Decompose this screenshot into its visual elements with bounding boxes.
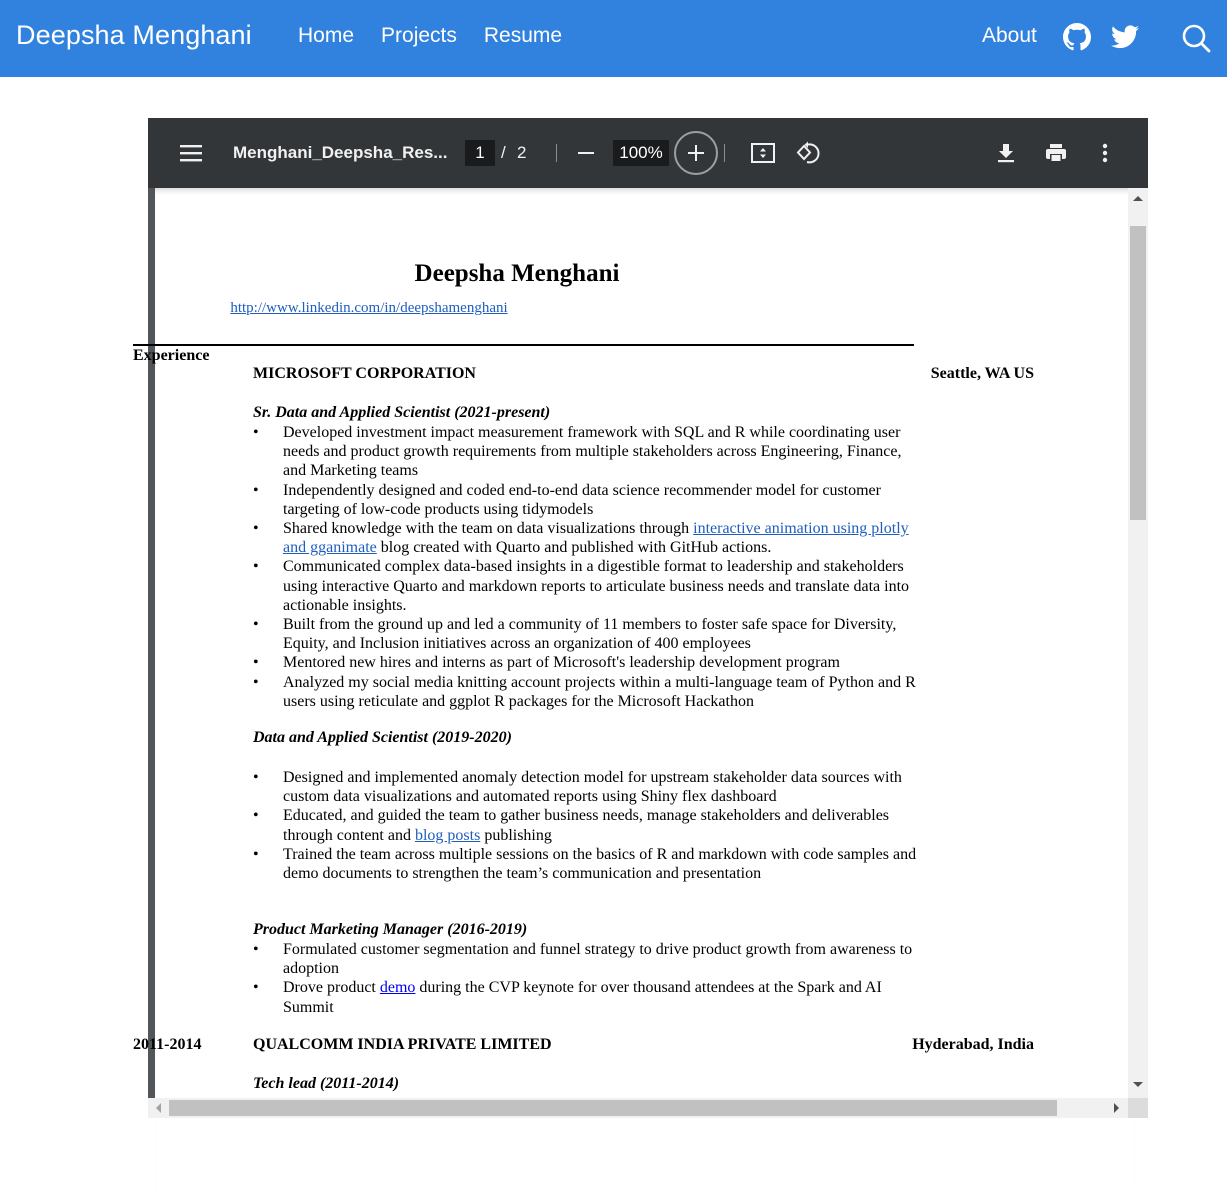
list-item: • Analyzed my social media knitting account projects within a multi-language team of Python and R users using reticulate and ggplot R packages for the Microsoft Hackathon bbox=[253, 673, 918, 711]
section-divider bbox=[133, 344, 914, 346]
print-icon[interactable] bbox=[1043, 141, 1069, 165]
resume-name: Deepsha Menghani bbox=[414, 260, 620, 287]
github-icon[interactable] bbox=[1063, 23, 1091, 51]
pdf-page-area[interactable] bbox=[133, 188, 1128, 1098]
bullet-text: publishing bbox=[480, 826, 552, 844]
search-icon[interactable] bbox=[1181, 23, 1211, 53]
role-title: Data and Applied Scientist (2019-2020) bbox=[253, 729, 512, 746]
list-item: • Trained the team across multiple sessions on the basics of R and markdown with code samples and demo documents to strengthen the team’s communication and presentation bbox=[253, 845, 918, 883]
bullet-text: blog created with Quarto and published with GitHub actions. bbox=[376, 539, 772, 557]
location-microsoft: Seattle, WA US bbox=[930, 365, 1034, 382]
toolbar-divider bbox=[556, 144, 557, 162]
resume-document bbox=[7, 188, 1107, 1188]
list-item: • Mentored new hires and interns as part of Microsoft's leadership development program bbox=[253, 653, 918, 672]
page-separator: / bbox=[501, 143, 506, 162]
site-brand[interactable]: Deepsha Menghani bbox=[16, 20, 252, 50]
role-title: Product Marketing Manager (2016-2019) bbox=[253, 921, 528, 938]
company-qualcomm: QUALCOMM INDIA PRIVATE LIMITED bbox=[253, 1036, 552, 1053]
top-navbar bbox=[0, 0, 1227, 77]
pdf-toolbar bbox=[148, 118, 1148, 188]
list-item bbox=[253, 978, 918, 1016]
nav-link-resume[interactable]: Resume bbox=[483, 24, 563, 47]
fit-page-icon[interactable] bbox=[750, 141, 776, 165]
blog-posts-link[interactable]: blog posts bbox=[414, 826, 481, 844]
section-heading-experience: Experience bbox=[133, 347, 210, 364]
list-item: • Independently designed and coded end-to-end data science recommender model for customer targeting of low-code products using tidymodels bbox=[253, 481, 918, 519]
list-item bbox=[253, 519, 918, 557]
rotate-icon[interactable] bbox=[795, 141, 821, 165]
list-item: • Designed and implemented anomaly detection model for upstream stakeholder data sources with custom data visualizations and automated reports using Shiny flex dashboard bbox=[253, 768, 918, 806]
zoom-out-icon[interactable] bbox=[578, 152, 594, 154]
bullet-text: Shared knowledge with the team on data visualizations through bbox=[283, 520, 694, 538]
nav-links bbox=[298, 24, 562, 48]
role-bullets bbox=[253, 768, 918, 883]
role-title: Tech lead (2011-2014) bbox=[253, 1075, 400, 1092]
list-item: • Developed investment impact measurement framework with SQL and R while coordinating user needs and product growth requirements from multiple stakeholders across Engineering, Finance, and Marketing teams bbox=[253, 423, 918, 481]
job-years: 2011-2014 bbox=[133, 1036, 202, 1053]
page-number-input[interactable]: 1 bbox=[465, 140, 495, 166]
scroll-down-arrow-icon[interactable] bbox=[1133, 1082, 1143, 1087]
bullet-text: during the CVP keynote for over thousand attendees at the Spark and AI Summit bbox=[283, 979, 882, 1016]
scroll-left-arrow-icon[interactable] bbox=[156, 1103, 161, 1113]
menu-icon[interactable] bbox=[180, 143, 202, 163]
demo-link[interactable]: demo bbox=[379, 979, 416, 997]
toolbar-divider bbox=[724, 144, 725, 162]
linkedin-link[interactable]: http://www.linkedin.com/in/deepshamenghani bbox=[230, 300, 508, 316]
vertical-scroll-thumb[interactable] bbox=[1130, 226, 1146, 520]
blog-link-animation[interactable]: interactive animation using plotly and gganimate bbox=[283, 520, 909, 557]
role-title: Sr. Data and Applied Scientist (2021-present) bbox=[253, 404, 551, 421]
bullet-text: Drove product bbox=[283, 979, 380, 997]
company-microsoft: MICROSOFT CORPORATION bbox=[253, 365, 476, 382]
zoom-in-icon[interactable] bbox=[674, 131, 718, 175]
horizontal-scrollbar[interactable] bbox=[148, 1098, 1128, 1118]
location-qualcomm: Hyderabad, India bbox=[912, 1036, 1034, 1053]
scroll-up-arrow-icon[interactable] bbox=[1133, 196, 1143, 201]
twitter-icon[interactable] bbox=[1111, 24, 1139, 50]
pdf-page bbox=[133, 188, 1135, 1188]
nav-link-home[interactable]: Home bbox=[298, 24, 355, 47]
total-pages: 2 bbox=[517, 143, 527, 162]
nav-link-projects[interactable]: Projects bbox=[381, 24, 457, 47]
scrollbar-corner bbox=[1128, 1098, 1148, 1118]
bullet-text: Educated, and guided the team to gather business needs, manage stakeholders and deliverables through content and bbox=[283, 807, 890, 844]
horizontal-scroll-thumb[interactable] bbox=[169, 1100, 1057, 1116]
list-item: • Built from the ground up and led a community of 11 members to foster safe space for Diversity, Equity, and Inclusion initiatives across an organization of 400 employees bbox=[253, 615, 918, 653]
list-item: • Communicated complex data-based insights in a digestible format to leadership and stakeholders using interactive Quarto and markdown reports to articulate business needs and translate data into actionable insights. bbox=[253, 557, 918, 615]
vertical-scrollbar[interactable] bbox=[1128, 188, 1148, 1098]
nav-link-about[interactable]: About bbox=[982, 24, 1037, 47]
more-options-icon[interactable] bbox=[1092, 141, 1118, 165]
list-item: • Formulated customer segmentation and funnel strategy to drive product growth from awareness to adoption bbox=[253, 940, 918, 978]
download-icon[interactable] bbox=[993, 141, 1019, 165]
pdf-file-name: Menghani_Deepsha_Res... bbox=[233, 143, 448, 162]
zoom-level-input[interactable]: 100% bbox=[613, 140, 669, 166]
scroll-right-arrow-icon[interactable] bbox=[1114, 1103, 1119, 1113]
pdf-viewer bbox=[133, 118, 1148, 1118]
role-bullets bbox=[253, 940, 918, 1017]
role-bullets bbox=[253, 423, 918, 711]
list-item bbox=[253, 806, 918, 844]
